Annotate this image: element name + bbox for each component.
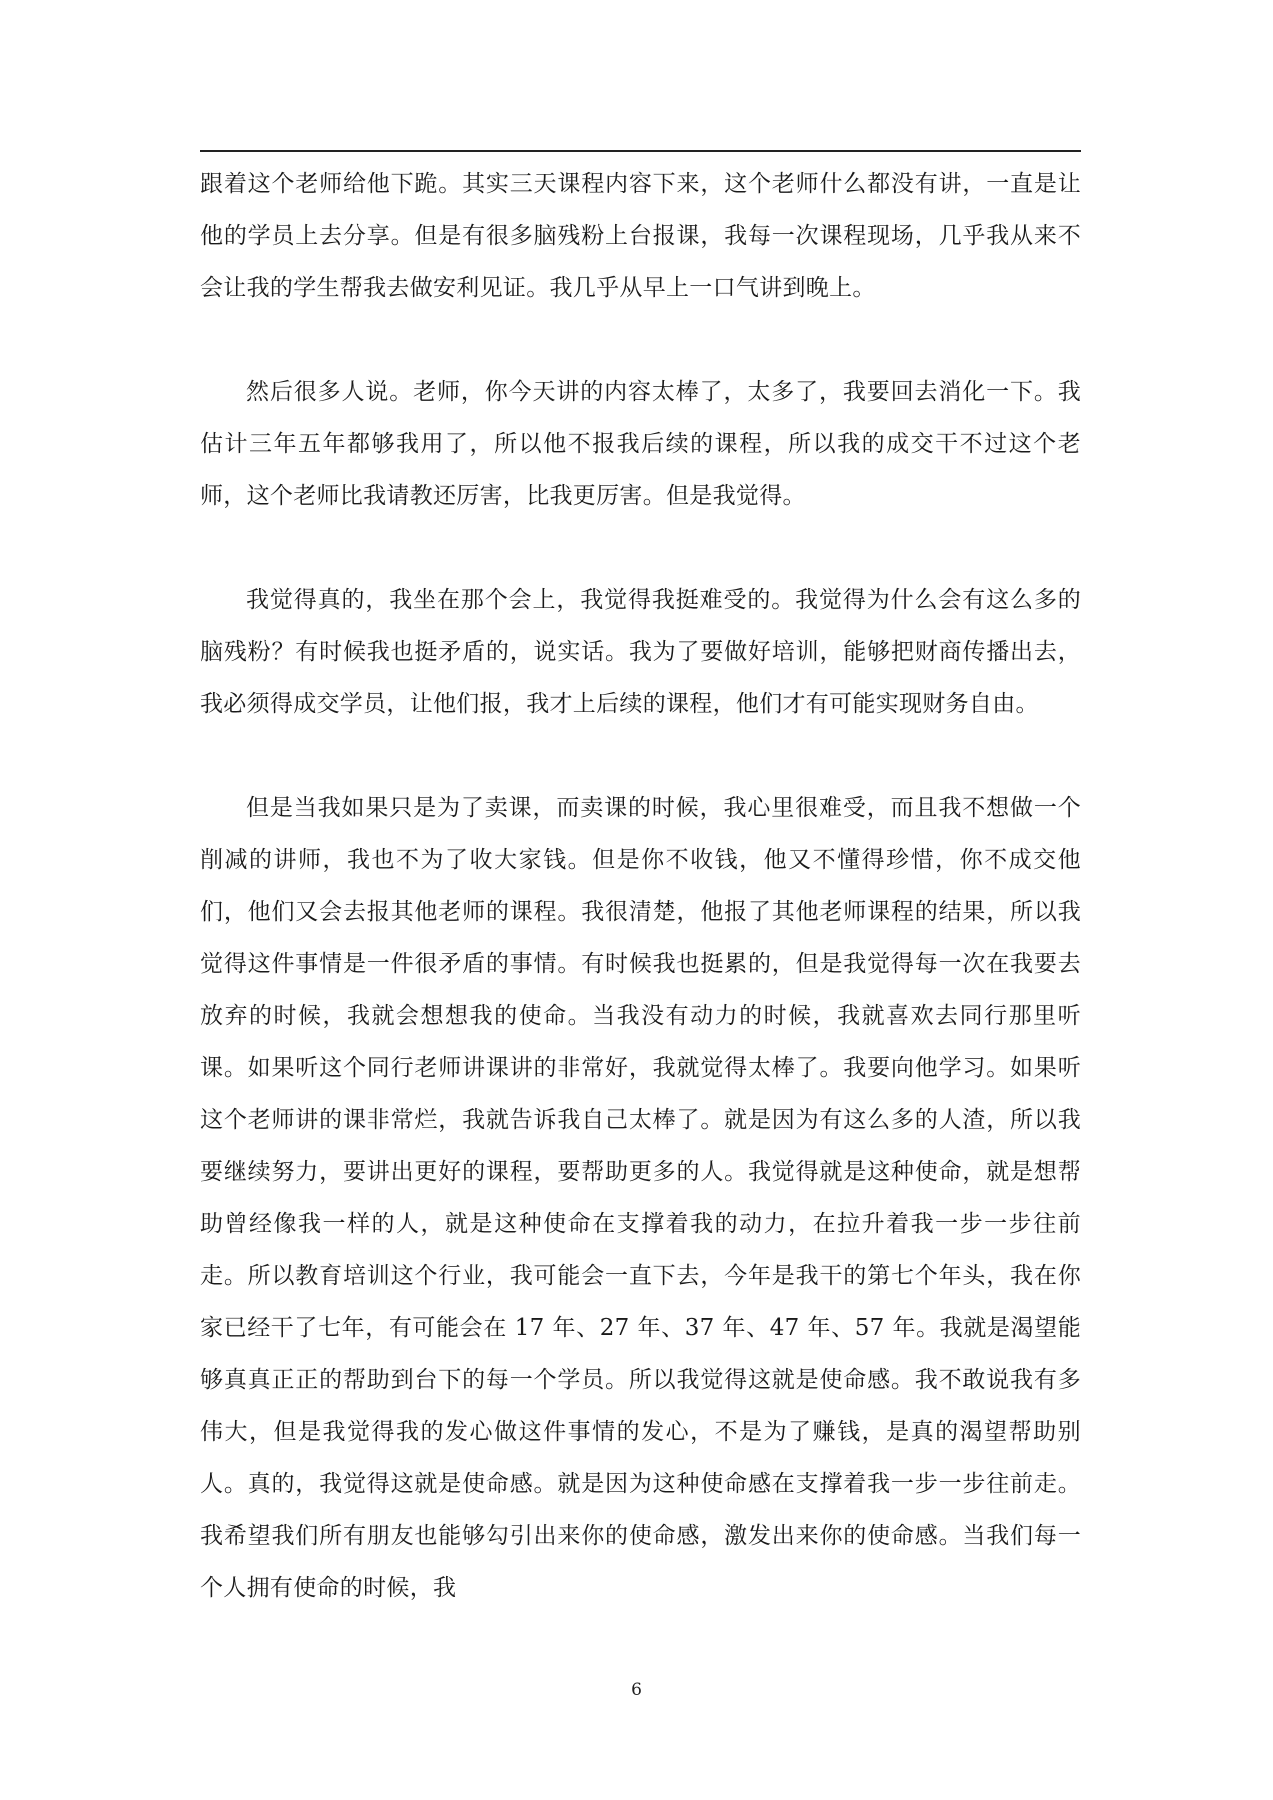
- paragraph-1: 跟着这个老师给他下跪。其实三天课程内容下来，这个老师什么都没有讲，一直是让他的学员上去分享。但是有很多脑残粉上台报课，我每一次课程现场，几乎我从来不会让我的学生帮我去做安利见证。我几乎从早上一口气讲到晚上。: [200, 171, 1081, 301]
- header-rule: [200, 150, 1081, 152]
- page-number: 6: [631, 1680, 642, 1700]
- document-body: [200, 158, 1081, 1614]
- paragraph-4: 但是当我如果只是为了卖课，而卖课的时候，我心里很难受，而且我不想做一个削减的讲师，我也不为了收大家钱。但是你不收钱，他又不懂得珍惜，你不成交他们，他们又会去报其他老师的课程。我很清楚，他报了其他老师课程的结果，所以我觉得这件事情是一件很矛盾的事情。有时候我也挺累的，但是我觉得每一次在我要去放弃的时候，我就会想想我的使命。当我没有动力的时候，我就喜欢去同行那里听课。如果听这个同行老师讲课讲的非常好，我就觉得太棒了。我要向他学习。如果听这个老师讲的课非常烂，我就告诉我自己太棒了。就是因为有这么多的人渣，所以我要继续努力，要讲出更好的课程，要帮助更多的人。我觉得就是这种使命，就是想帮助曾经像我一样的人，就是这种使命在支撑着我的动力，在拉升着我一步一步往前走。所以教育培训这个行业，我可能会一直下去，今年是我干的第七个年头，我在你家已经干了七年，有可能会在 17 年、27 年、37 年、47 年、57 年。我就是渴望能够真真正正的帮助到台下的每一个学员。所以我觉得这就是使命感。我不敢说我有多伟大，但是我觉得我的发心做这件事情的发心，不是为了赚钱，是真的渴望帮助别人。真的，我觉得这就是使命感。就是因为这种使命感在支撑着我一步一步往前走。我希望我们所有朋友也能够勾引出来你的使命感，激发出来你的使命感。当我们每一个人拥有使命的时候，我: [200, 795, 1081, 1601]
- paragraph-2: 然后很多人说。老师，你今天讲的内容太棒了，太多了，我要回去消化一下。我估计三年五年都够我用了，所以他不报我后续的课程，所以我的成交干不过这个老师，这个老师比我请教还厉害，比我更厉害。但是我觉得。: [200, 379, 1081, 509]
- paragraph-3: 我觉得真的，我坐在那个会上，我觉得我挺难受的。我觉得为什么会有这么多的脑残粉？有时候我也挺矛盾的，说实话。我为了要做好培训，能够把财商传播出去，我必须得成交学员，让他们报，我才上后续的课程，他们才有可能实现财务自由。: [200, 587, 1081, 717]
